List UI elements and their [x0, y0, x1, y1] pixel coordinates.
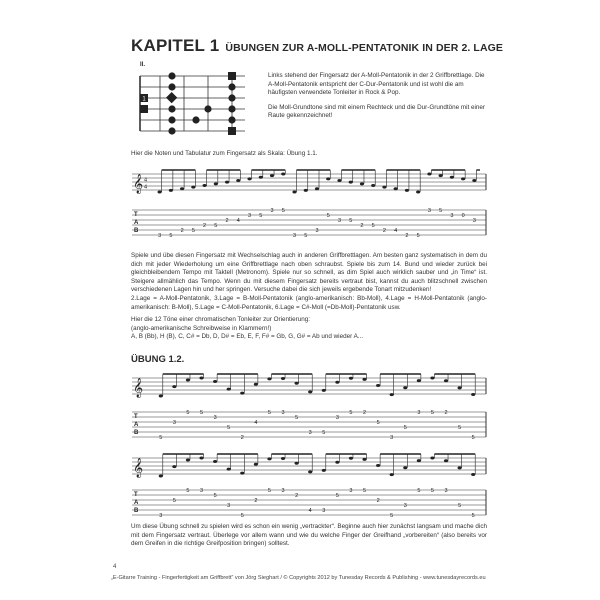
- note-head: [390, 393, 394, 396]
- note-head: [159, 395, 163, 398]
- note-head: [450, 176, 454, 179]
- finger-dot: [228, 105, 235, 112]
- tab-fret-number: 5: [213, 493, 217, 499]
- note-head: [417, 459, 421, 462]
- note-head: [199, 457, 203, 460]
- tab-fret-number: 5: [458, 503, 462, 509]
- tab-fret-number: 3: [315, 228, 319, 234]
- finger-dot: [228, 83, 235, 90]
- note-head: [458, 386, 462, 389]
- note-head: [247, 177, 251, 180]
- note-head: [403, 466, 407, 469]
- treble-clef-icon: 𝄞: [133, 174, 144, 193]
- note-head: [439, 174, 443, 177]
- note-head: [360, 182, 364, 185]
- time-signature-icon: 4: [144, 184, 148, 191]
- note-head: [267, 377, 271, 380]
- note-head: [322, 389, 326, 392]
- time-signature-icon: 4: [144, 177, 148, 184]
- tab-fret-number: 2: [363, 410, 367, 416]
- tab-fret-number: 5: [267, 488, 271, 494]
- note-head: [199, 377, 203, 380]
- tab-fret-number: 3: [172, 420, 176, 426]
- tab-fret-number: 3: [390, 435, 394, 441]
- finger-dot: [168, 72, 175, 79]
- note-head: [471, 473, 475, 476]
- tab-fret-number: 5: [335, 493, 339, 499]
- note-head: [292, 191, 296, 194]
- note-head: [403, 386, 407, 389]
- finger-dot: [166, 92, 177, 103]
- note-head: [416, 191, 420, 194]
- tab-fret-number: 3: [158, 233, 162, 239]
- tab-fret-number: 2: [382, 228, 386, 234]
- note-head: [349, 181, 353, 184]
- tab-fret-number: 5: [430, 410, 434, 416]
- note-head: [267, 457, 271, 460]
- note-head: [362, 458, 366, 461]
- tab-label: A: [134, 220, 139, 226]
- score-exercise-2a: [128, 366, 490, 442]
- copyright-footer: „E-Gitarre Training - Fingerfertigkeit am Griffbrett“ von Jörg Sieghart / © Copyrights 2012 by Tunesday Records & Publishing - www.tunesdayrecords.eu: [111, 575, 486, 581]
- note-head: [430, 457, 434, 460]
- tab-fret-number: 5: [227, 425, 231, 431]
- tab-fret-number: 3: [281, 410, 285, 416]
- tab-fret-number: 5: [169, 233, 173, 239]
- note-head: [186, 458, 190, 461]
- finger-dot: [228, 94, 235, 101]
- tab-fret-number: 2: [225, 218, 229, 224]
- tab-fret-number: 2: [376, 498, 380, 504]
- note-head: [191, 186, 195, 189]
- note-head: [270, 174, 274, 177]
- note-head: [382, 186, 386, 189]
- fretboard-diagram: [130, 68, 255, 138]
- treble-clef-icon: 𝄞: [133, 458, 144, 477]
- finger-dot: [204, 105, 211, 112]
- finger-dot: [168, 105, 175, 112]
- root-marker-label: 1: [142, 96, 146, 103]
- intro-text: [268, 72, 488, 127]
- tab-fret-number: 3: [444, 488, 448, 494]
- finger-dot: [168, 116, 175, 123]
- tab-fret-number: 5: [304, 233, 308, 239]
- finger-dot: [192, 116, 199, 123]
- note-head: [214, 182, 218, 185]
- note-head: [458, 466, 462, 469]
- note-head: [213, 380, 217, 383]
- tab-fret-number: 3: [281, 488, 285, 494]
- tab-fret-number: 4: [308, 508, 312, 514]
- tab-fret-number: 5: [439, 208, 443, 214]
- position-label: II.: [140, 62, 146, 68]
- tab-fret-number: 2: [444, 410, 448, 416]
- tab-fret-number: 5: [458, 425, 462, 431]
- note-head: [315, 187, 319, 190]
- finger-dot: [228, 127, 236, 135]
- tab-fret-number: 5: [416, 233, 420, 239]
- tab-fret-number: 3: [450, 213, 454, 219]
- note-head: [172, 385, 176, 388]
- tab-fret-number: 3: [213, 415, 217, 421]
- tab-fret-number: 3: [270, 208, 274, 214]
- note-head: [308, 390, 312, 393]
- note-head: [227, 468, 231, 471]
- tab-fret-number: 4: [236, 218, 240, 224]
- fingering-dots: [140, 72, 236, 135]
- finger-dot: [140, 105, 148, 113]
- tab-label: B: [134, 430, 139, 436]
- tab-fret-number: 2: [360, 223, 364, 229]
- finger-dot: [228, 72, 236, 80]
- tab-fret-number: 3: [248, 213, 252, 219]
- tab-fret-number: 3: [292, 233, 297, 239]
- finger-dot: [168, 127, 175, 134]
- tab-fret-number: 5: [159, 435, 163, 441]
- tab-fret-number: 5: [322, 430, 326, 436]
- tab-fret-number: 5: [349, 218, 353, 224]
- tab-fret-number: 5: [430, 488, 434, 494]
- tab-fret-number: 2: [240, 435, 244, 441]
- tab-fret-number: 3: [200, 488, 204, 494]
- tab-fret-number: 3: [159, 513, 163, 519]
- note-head: [427, 173, 431, 176]
- note-head: [172, 465, 176, 468]
- note-head: [322, 469, 326, 472]
- tab-fret-number: 3: [308, 430, 312, 436]
- tab-fret-number: 3: [427, 208, 431, 214]
- note-head: [281, 457, 285, 460]
- score-exercise-1: [128, 162, 490, 242]
- note-head: [371, 184, 375, 187]
- tab-fret-number: 3: [227, 503, 231, 509]
- tab-fret-number: 5: [186, 488, 190, 494]
- note-head: [295, 382, 299, 385]
- note-head: [180, 187, 184, 190]
- chapter-heading: [131, 36, 503, 56]
- tab-fret-number: 4: [254, 420, 258, 426]
- tab-label: B: [134, 508, 139, 514]
- tab-fret-number: 3: [337, 218, 342, 224]
- tab-fret-number: 5: [326, 213, 330, 219]
- chapter-subtitle: ÜBUNGEN ZUR A-MOLL-PENTATONIK IN DER 2. LAGE: [225, 42, 503, 54]
- tab-label: T: [134, 414, 138, 420]
- tab-fret-number: 2: [405, 233, 409, 239]
- tab-fret-number: 5: [403, 425, 407, 431]
- note-head: [169, 189, 173, 192]
- note-head: [390, 473, 394, 476]
- tab-fret-number: 3: [349, 488, 353, 494]
- tab-fret-number: 3: [403, 503, 407, 509]
- intro-paragraph-2: Die Moll-Grundtone sind mit einem Rechteck und die Dur-Grundtöne mit einer Raute gekennzeichnet!: [268, 103, 485, 120]
- tab-fret-number: 3: [335, 415, 339, 421]
- note-head: [417, 379, 421, 382]
- tab-fret-number: 2: [254, 498, 258, 504]
- note-head: [236, 179, 240, 182]
- practice-paragraph: Spiele und übe diesen Fingersatz mit Wechselschlag auch in anderen Griffbrettlagen. Am besten ganz systematisch in dem du dich mit jeder Wiederholung um eine Griffbrettlage nach oben schraubst. Spiele bis zum 14. Bund und wieder zurück bei gleichbleibendem Tempo mit Taktell (Metronom). Spiele nur so schnell, as dim Spiel auch wirklich sauber und „in Time“ ist. Steigere allmählich das Tempo. Wenn du mit diesem Fingersatz bereits vertraut bist, kannst du auch blitzschnell zwischen verschiedenen Lagen hin und her springen. Versuche dabei die sich jeweils ergebende Tonart mitzudenken!: [131, 252, 487, 294]
- tab-label: A: [134, 500, 139, 506]
- chromatic-note: (anglo-amerikanische Schreibweise in Klammern!): [131, 324, 272, 332]
- chromatic-tones: A, B (Bb), H (B), C, C# = Db, D, D# = Eb, E, F, F# = Gb, G, G# = Ab und wieder A...: [131, 333, 364, 341]
- note-head: [254, 383, 258, 386]
- tab-fret-number: 0: [461, 213, 465, 219]
- note-head: [337, 179, 341, 182]
- tab-fret-number: 5: [281, 208, 285, 214]
- note-head: [254, 463, 258, 466]
- note-head: [394, 187, 398, 190]
- tab-fret-number: 5: [417, 488, 421, 494]
- tab-label: T: [134, 492, 138, 498]
- note-head: [158, 191, 162, 194]
- note-head: [227, 388, 231, 391]
- note-head: [159, 475, 163, 478]
- tab-label: A: [134, 422, 139, 428]
- note-head: [202, 184, 206, 187]
- note-head: [461, 177, 465, 180]
- finger-dot: [168, 83, 175, 90]
- note-head: [349, 377, 353, 380]
- score-exercise-2b: [128, 448, 490, 520]
- note-head: [308, 470, 312, 473]
- chromatic-scale-text: [131, 316, 487, 342]
- tab-fret-number: 3: [472, 218, 476, 224]
- note-head: [444, 459, 448, 462]
- tab-fret-number: 5: [295, 415, 299, 421]
- tab-fret-number: 5: [259, 213, 263, 219]
- note-head: [240, 392, 244, 395]
- tab-fret-number: 5: [240, 513, 244, 519]
- chromatic-intro: Hier die 12 Töne einer chromatischen Tonleiter zur Orientierung:: [131, 316, 310, 323]
- treble-clef-icon: 𝄞: [133, 378, 144, 397]
- exercise-2-heading: ÜBUNG 1.2.: [131, 354, 185, 365]
- tab-fret-number: 2: [295, 493, 299, 499]
- page-number: 4: [113, 564, 117, 570]
- note-head: [471, 393, 475, 396]
- tab-fret-number: 5: [390, 513, 394, 519]
- tab-fret-number: 2: [203, 223, 207, 229]
- note-head: [259, 176, 263, 179]
- note-head: [335, 461, 339, 464]
- note-head: [430, 377, 434, 380]
- tab-fret-number: 3: [417, 410, 421, 416]
- tab-fret-number: 2: [180, 228, 184, 234]
- tab-fret-number: 5: [214, 223, 218, 229]
- tab-fret-number: 3: [322, 508, 326, 514]
- note-head: [281, 173, 285, 176]
- note-head: [213, 460, 217, 463]
- note-head: [240, 472, 244, 475]
- note-head: [405, 189, 409, 192]
- tab-label: T: [134, 212, 138, 218]
- tab-fret-number: 5: [371, 223, 375, 229]
- tab-fret-number: 4: [394, 228, 398, 234]
- tab-fret-number: 5: [349, 410, 353, 416]
- tab-label: B: [134, 228, 139, 234]
- intro-paragraph-1: Links stehend der Fingersatz der A-Moll-Pentatonik in der 2 Griffbrettlage. Die A-Moll-Pentatonik entspricht der C-Dur-Pentatonik und ist wohl die am häufigsten verwendete Tonleiter in Rock & Pop.: [268, 72, 485, 97]
- tab-fret-number: 5: [267, 410, 271, 416]
- tab-fret-number: 5: [471, 513, 475, 519]
- finger-dot: [228, 116, 235, 123]
- exercise-2-instructions: Um diese Übung schnell zu spielen wird es schon ein wenig „vertrackter“. Beginne auch hier zunächst langsam und mache dich mit dem Fingersatz vertraut. Überlege vor allem wann und wie du welche Finger der Greifhand „vorbereiten“ (also bereits vor dem Greifen in die richtige Greifposition bringen) solltest.: [131, 523, 487, 548]
- tab-fret-number: 5: [376, 420, 380, 426]
- note-head: [349, 457, 353, 460]
- tab-fret-number: 5: [191, 228, 195, 234]
- practice-instructions: [131, 252, 487, 312]
- note-head: [326, 177, 330, 180]
- tab-fret-number: 5: [363, 488, 367, 494]
- note-head: [335, 381, 339, 384]
- tab-fret-number: 5: [186, 410, 190, 416]
- tab-fret-number: 5: [172, 498, 176, 504]
- exercise-1-caption: Hier die Noten und Tabulatur zum Fingersatz als Skala: Übung 1.1.: [131, 150, 318, 157]
- chapter-number: KAPITEL 1: [131, 36, 220, 55]
- positions-paragraph: 2.Lage = A-Moll-Pentatonik, 3.Lage = B-Moll-Pentatonik (anglo-amerikanisch: Bb-Moll), 4.Lage = H-Moll-Pentatonik (anglo-amerikanisch: B-Moll), 5.Lage = C-Moll-Pentatonik, 6.Lage = C#-Moll (=Db-Moll)-Pentatonik usw.: [131, 294, 487, 311]
- note-head: [472, 179, 476, 182]
- note-head: [186, 378, 190, 381]
- note-head: [376, 384, 380, 387]
- note-head: [304, 189, 308, 192]
- note-head: [281, 377, 285, 380]
- note-head: [444, 379, 448, 382]
- note-head: [225, 181, 229, 184]
- note-head: [295, 462, 299, 465]
- tab-fret-number: 5: [200, 410, 204, 416]
- note-head: [362, 378, 366, 381]
- tab-fret-number: 5: [471, 435, 475, 441]
- note-head: [376, 464, 380, 467]
